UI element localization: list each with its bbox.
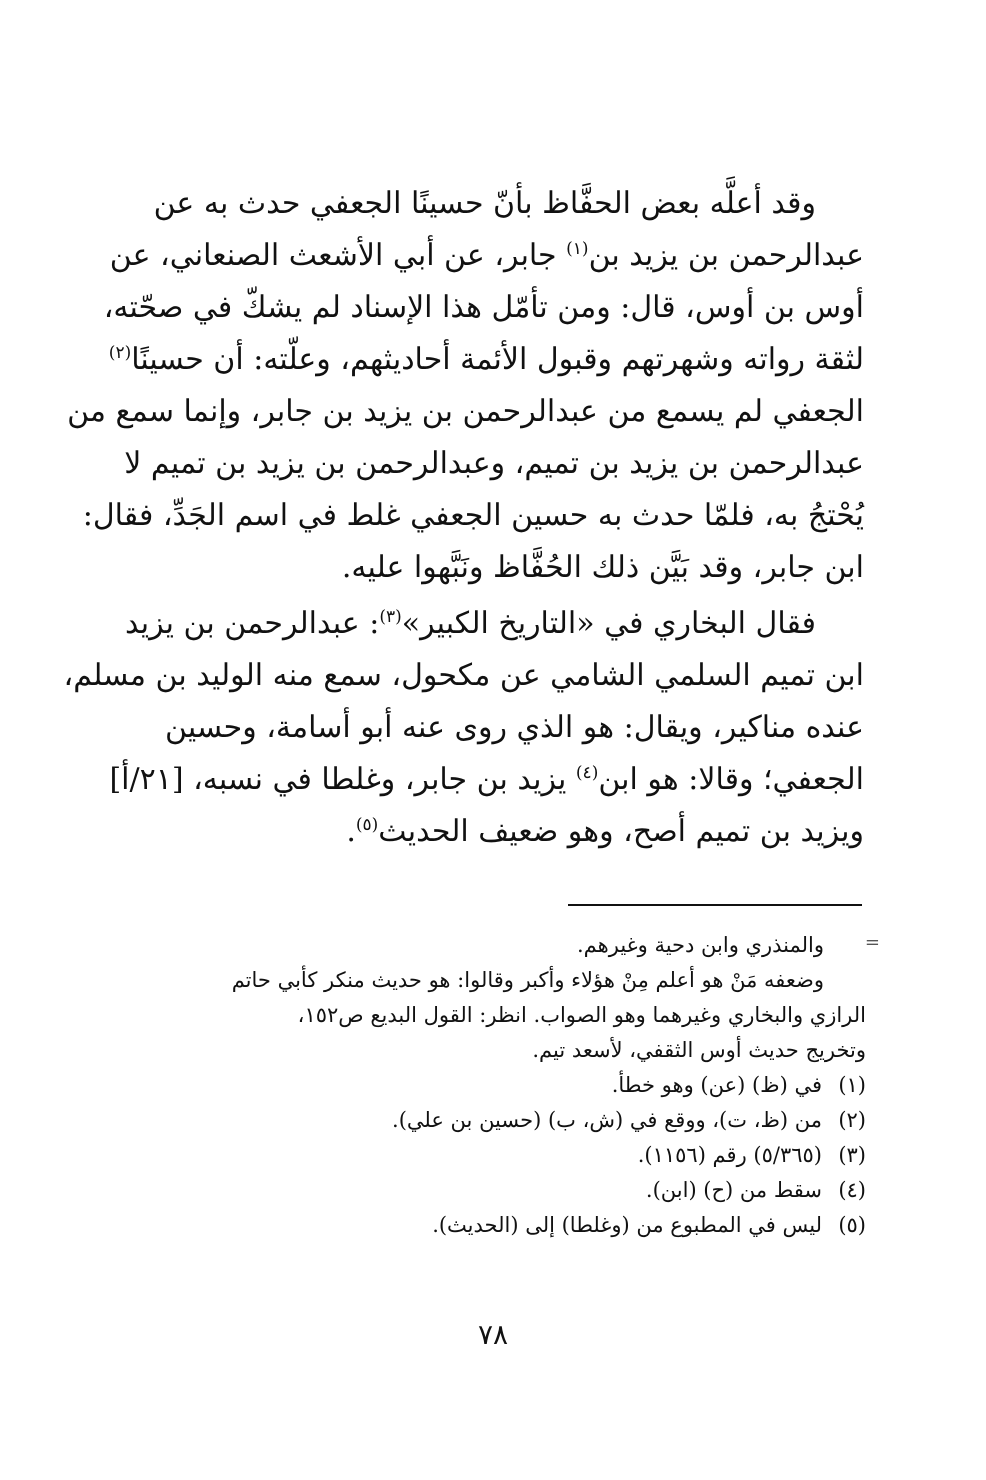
text-line: فقال البخاري في «التاريخ الكبير»$^{(٣)}$: عبدالرحمن بن يزيد bbox=[124, 606, 816, 641]
footnote-4 bbox=[120, 1173, 866, 1208]
text-line: وقد أعلَّه بعض الحفَّاظ بأنّ حسينًا الجعفي حدث به عن bbox=[153, 186, 816, 221]
footnote-1 bbox=[120, 1068, 866, 1103]
paragraph-1 bbox=[67, 178, 864, 594]
footnote-3 bbox=[120, 1138, 866, 1173]
footnote-number: (٢) bbox=[838, 1108, 866, 1132]
text-line: ابن جابر، وقد بَيَّن ذلك الحُفَّاظ ونَبَّهوا عليه. bbox=[341, 550, 864, 585]
footnote-2 bbox=[120, 1103, 866, 1138]
paragraph-2 bbox=[63, 598, 864, 858]
text-line: أوس بن أوس، قال: ومن تأمّل هذا الإسناد لم يشكّ في صحّته، bbox=[103, 290, 864, 325]
footnote-separator bbox=[568, 904, 862, 906]
footnote-number: (٣) bbox=[838, 1143, 866, 1167]
footnote-5 bbox=[120, 1208, 866, 1243]
text-line: عبدالرحمن بن يزيد بن$^{(١)}$ جابر، عن أبي الأشعث الصنعاني، عن bbox=[109, 238, 864, 273]
text-line: لثقة رواته وشهرتهم وقبول الأئمة أحاديثهم، وعلّته: أن حسينًا$^{(٢)}$ bbox=[108, 342, 864, 377]
footnote-text: ليس في المطبوع من (وغلطا) إلى (الحديث). bbox=[432, 1213, 822, 1237]
text-line: الجعفي؛ وقالا: هو ابن$^{(٤)}$ يزيد بن جابر، وغلطا في نسبه، [٢١/أ] bbox=[109, 762, 864, 797]
text-line: ويزيد بن تميم أصح، وهو ضعيف الحديث$^{(٥)}$. bbox=[346, 814, 864, 849]
footnote-number: (٤) bbox=[838, 1178, 866, 1202]
text-line: يُحْتجُ به، فلمّا حدث به حسين الجعفي غلط في اسم الجَدِّ، فقال: bbox=[82, 498, 864, 533]
footnote-number: (٥) bbox=[838, 1213, 866, 1237]
text-line: عنده مناكير، ويقال: هو الذي روى عنه أبو أسامة، وحسين bbox=[165, 710, 864, 745]
footnote-text: سقط من (ح) (ابن). bbox=[645, 1178, 822, 1202]
footnote-number: (١) bbox=[838, 1073, 866, 1097]
footnotes bbox=[120, 928, 866, 1243]
text-line: عبدالرحمن بن يزيد بن تميم، وعبدالرحمن بن يزيد بن تميم لا bbox=[124, 446, 864, 481]
footnote-text: (٥/٣٦٥) رقم (١١٥٦). bbox=[637, 1143, 822, 1167]
footnote-continuation-line: وتخريج حديث أوس الثقفي، لأسعد تيم. bbox=[532, 1038, 866, 1062]
page-number: ٧٨ bbox=[477, 1318, 509, 1351]
footnote-continuation-line: الرازي والبخاري وغيرهما وهو الصواب. انظر: القول البديع ص١٥٢، bbox=[297, 1003, 866, 1027]
footnote-ref[interactable]: (١) bbox=[566, 239, 589, 259]
text-line: ابن تميم السلمي الشامي عن مكحول، سمع منه الوليد بن مسلم، bbox=[63, 658, 864, 693]
footnote-ref[interactable]: (٣) bbox=[379, 607, 402, 627]
footnote-continuation-line: والمنذري وابن دحية وغيرهم. bbox=[577, 933, 824, 957]
footnote-text: من (ظ، ت)، ووقع في (ش، ب) (حسين بن علي). bbox=[392, 1108, 822, 1132]
footnote-ref[interactable]: (٢) bbox=[108, 343, 132, 363]
continuation-mark: = bbox=[864, 932, 880, 953]
footnote-ref[interactable]: (٤) bbox=[575, 763, 599, 783]
footnote-text: في (ظ) (عن) وهو خطأ. bbox=[611, 1073, 822, 1097]
text-line: الجعفي لم يسمع من عبدالرحمن بن يزيد بن جابر، وإنما سمع من bbox=[67, 394, 864, 429]
footnote-continuation-line: وضعفه مَنْ هو أعلم مِنْ هؤلاء وأكبر وقالوا: هو حديث منكر كأبي حاتم bbox=[231, 968, 824, 992]
footnote-ref[interactable]: (٥) bbox=[355, 815, 379, 835]
